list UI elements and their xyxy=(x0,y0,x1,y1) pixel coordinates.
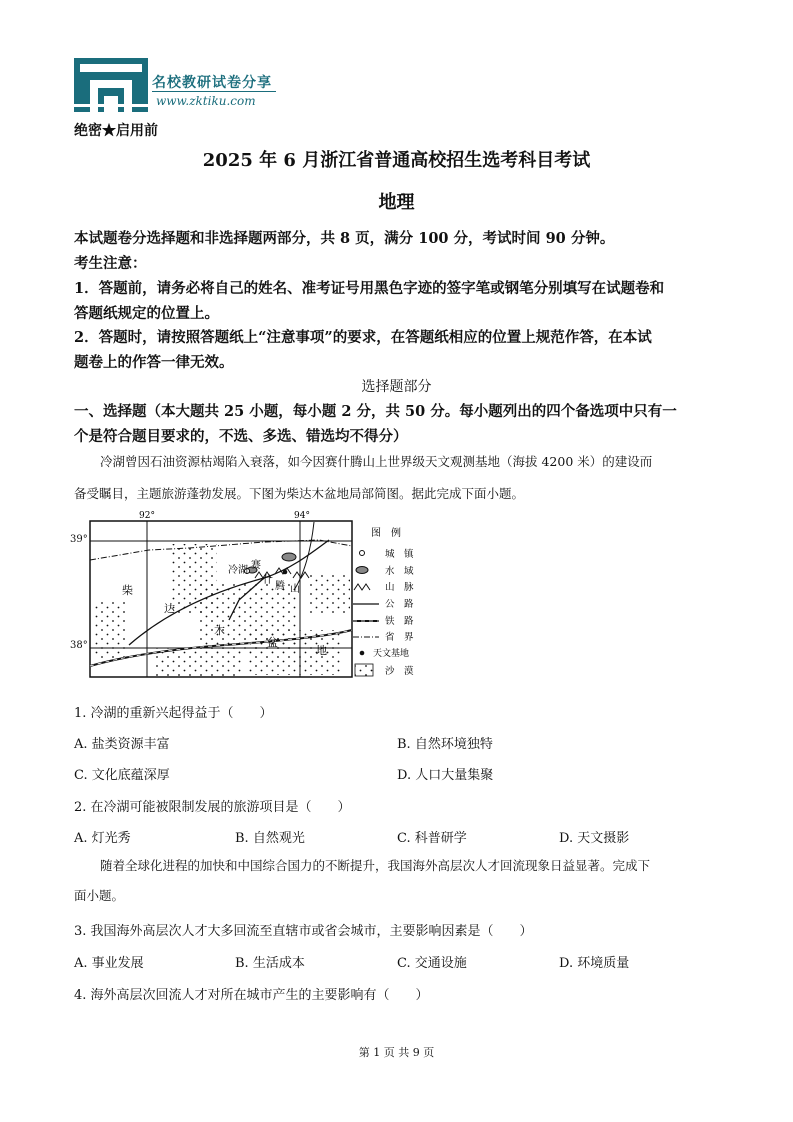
question-1-option-c[interactable]: C. 文化底蕴深厚 xyxy=(74,768,170,783)
question-3-option-a[interactable]: A. 事业发展 xyxy=(74,956,144,971)
logo-mark xyxy=(74,58,148,112)
map-char: 木 xyxy=(214,624,225,637)
notice-2-line1: 2．答题时，请按照答题纸上“注意事项”的要求，在答题纸相应的位置上规范作答，在本试 xyxy=(74,329,652,346)
part1-line1: 一、选择题（本大题共 25 小题，每小题 2 分，共 50 分。每小题列出的四个备选项中只有一 xyxy=(74,403,677,420)
intro-text: 本试题卷分选择题和非选择题两部分，共 8 页，满分 100 分，考试时间 90 分钟。 xyxy=(74,230,615,247)
subject-title: 地理 xyxy=(378,192,415,213)
notice-1-line2: 答题纸规定的位置上。 xyxy=(74,305,219,322)
notice-1-line1: 1．答题前，请务必将自己的姓名、准考证号用黑色字迹的签字笔或钢笔分别填写在试题卷和 xyxy=(74,280,665,297)
lon-94-label: 94° xyxy=(294,511,310,521)
page-footer: 第 1 页 共 9 页 xyxy=(358,1046,435,1059)
question-3-option-d[interactable]: D. 环境质量 xyxy=(559,956,630,971)
qaidam-basin-map xyxy=(89,511,429,690)
question-2-option-c[interactable]: C. 科普研学 xyxy=(397,831,467,846)
map-char: 赛 xyxy=(251,560,261,571)
passage-1-line2: 备受瞩目，主题旅游蓬勃发展。下图为柴达木盆地局部简图。据此完成下面小题。 xyxy=(74,486,525,501)
question-3-option-b[interactable]: B. 生活成本 xyxy=(235,956,305,971)
map-char: 什 xyxy=(263,575,273,586)
lat-39-label: 39° xyxy=(70,534,88,545)
question-1-option-b[interactable]: B. 自然环境独特 xyxy=(397,737,493,752)
map-char: 腾 xyxy=(275,581,285,592)
question-2-option-a[interactable]: A. 灯光秀 xyxy=(74,831,131,846)
map-char: 盆 xyxy=(267,636,278,649)
legend-title: 图 例 xyxy=(371,528,401,539)
part1-line2: 个是符合题目要求的，不选、多选、错选均不得分） xyxy=(74,428,408,445)
legend-label: 山 脉 xyxy=(385,582,414,593)
question-4-stem: 4. 海外高层次回流人才对所在城市产生的主要影响有（ ） xyxy=(74,988,429,1003)
legend-label: 省 界 xyxy=(385,632,414,643)
map-char: 达 xyxy=(164,602,175,615)
legend-label: 公 路 xyxy=(385,599,414,610)
question-3-option-c[interactable]: C. 交通设施 xyxy=(397,956,467,971)
question-1-option-d[interactable]: D. 人口大量集聚 xyxy=(397,768,494,783)
secret-label: 绝密★启用前 xyxy=(74,123,158,139)
map-char: 柴 xyxy=(122,584,133,597)
section-title: 选择题部分 xyxy=(361,379,432,395)
question-2-stem: 2. 在冷湖可能被限制发展的旅游项目是（ ） xyxy=(74,800,351,815)
question-2-option-d[interactable]: D. 天文摄影 xyxy=(559,831,630,846)
exam-title: 2025 年 6 月浙江省普通高校招生选考科目考试 xyxy=(202,150,591,171)
question-2-option-b[interactable]: B. 自然观光 xyxy=(235,831,305,846)
passage-1-line1: 冷湖曾因石油资源枯竭陷入衰落，如今因赛什腾山上世界级天文观测基地（海拔 4200 米）的建设而 xyxy=(100,454,653,469)
question-1-option-a[interactable]: A. 盐类资源丰富 xyxy=(74,737,170,752)
logo-title: 名校教研试卷分享 xyxy=(152,75,272,91)
legend-label: 铁 路 xyxy=(385,616,414,627)
map-char: 山 xyxy=(290,584,300,595)
passage-2-line2: 面小题。 xyxy=(74,888,125,903)
legend-label: 沙 漠 xyxy=(385,666,414,677)
legend-label: 天文基地 xyxy=(373,649,410,659)
logo-divider xyxy=(152,91,276,92)
logo-url: www.zktiku.com xyxy=(156,94,256,108)
notice-2-line2: 题卷上的作答一律无效。 xyxy=(74,354,234,371)
question-1-stem: 1. 冷湖的重新兴起得益于（ ） xyxy=(74,706,273,721)
lat-38-label: 38° xyxy=(70,640,88,651)
lenghu-label: 冷湖 xyxy=(228,565,248,576)
notice-heading: 考生注意： xyxy=(74,255,147,272)
legend-label: 水 域 xyxy=(385,566,414,577)
map-char: 地 xyxy=(316,644,327,657)
passage-2-line1: 随着全球化进程的加快和中国综合国力的不断提升，我国海外高层次人才回流现象日益显著。完成下 xyxy=(100,858,651,873)
lon-92-label: 92° xyxy=(139,511,155,521)
question-3-stem: 3. 我国海外高层次人才大多回流至直辖市或省会城市，主要影响因素是（ ） xyxy=(74,924,533,939)
legend-label: 城 镇 xyxy=(385,549,414,560)
